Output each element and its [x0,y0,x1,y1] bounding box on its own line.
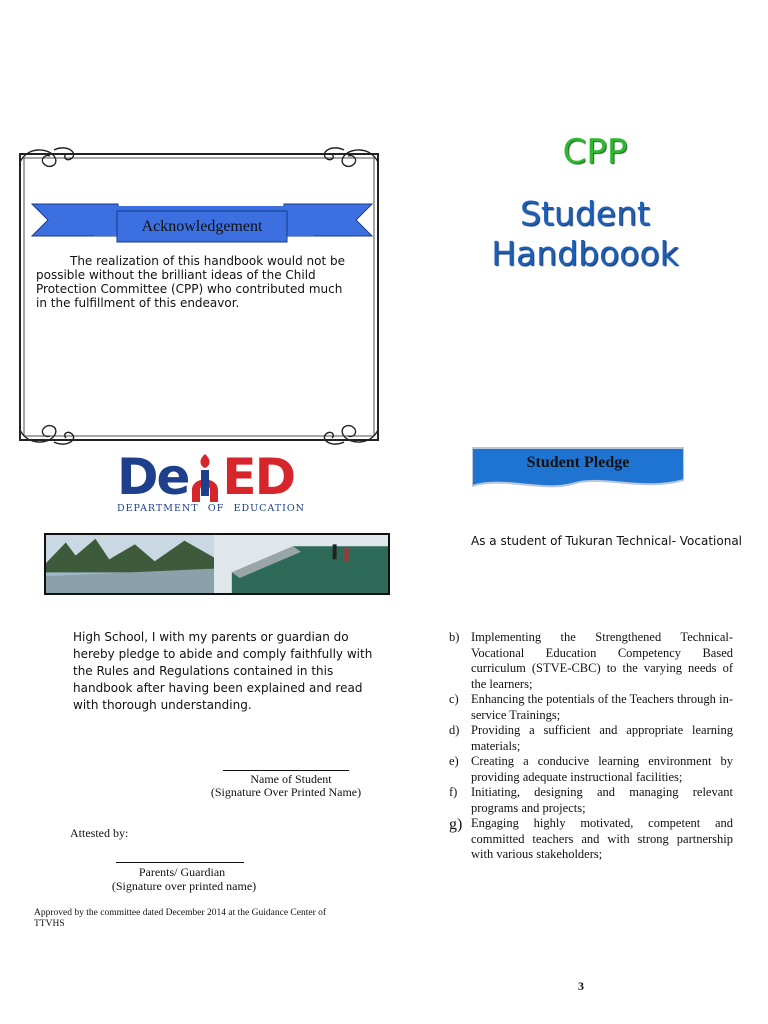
guardian-signature-note: (Signature over printed name) [111,879,257,893]
title-line-1: Student [520,194,650,233]
list-item: d) Providing a sufficient and appropriate learning materials; [449,723,733,753]
logo-word-left: De [117,448,189,506]
student-signature-line [223,770,349,771]
handbook-title [470,194,700,274]
student-pledge-heading: Student Pledge [526,454,630,471]
guardian-signature-line [116,862,244,863]
pledge-intro: As a student of Tukuran Technical- Vocational [471,534,743,548]
deped-logo [117,450,294,506]
cpp-acronym: CPP [562,132,628,172]
list-item: f) Initiating, designing and managing relevant programs and projects; [449,785,733,815]
student-signature-note: (Signature Over Printed Name) [210,785,362,799]
deped-subtitle [117,503,305,514]
acknowledgement-heading: Acknowledgement [141,217,263,235]
attested-label: Attested by: [70,826,129,840]
school-photo [44,533,390,595]
guardian-signature-name: Parents/ Guardian [138,865,226,879]
approval-note: Approved by the committee dated December 2014 at the Guidance Center of TTVHS [34,908,327,929]
list-item: e) Creating a conducive learning environment by providing adequate instructional facilities; [449,754,733,784]
title-line-2: Handboook [491,234,679,273]
logo-sub-left: DEPARTMENT [117,503,199,514]
page-number: 3 [578,979,584,993]
student-signature-name: Name of Student [250,772,332,786]
pledge-paragraph: High School, I with my parents or guardian do hereby pledge to abide and comply faithfully with the Rules and Regulations contained in this handbook after having been explained and read with thorough understanding. [73,630,373,712]
objectives-list [449,630,733,863]
acknowledgement-body: The realization of this handbook would not be possible without the brilliant ideas of the Child Protection Committee (CPP) who contributed much in the fulfillment of this endeavor. [36,254,345,310]
logo-sub-right: EDUCATION [233,503,305,514]
logo-word-right: ED [222,448,295,506]
logo-sub-mid: OF [207,503,225,514]
list-item: c) Enhancing the potentials of the Teachers through in-service Trainings; [449,692,733,722]
list-item: g) Engaging highly motivated, competent and committed teachers and with strong partnership with various stakeholders; [449,816,733,861]
torch-icon [188,450,222,506]
list-item: b) Implementing the Strengthened Technical-Vocational Education Competency Based curriculum (STVE-CBC) to the varying needs of the learners; [449,630,733,691]
